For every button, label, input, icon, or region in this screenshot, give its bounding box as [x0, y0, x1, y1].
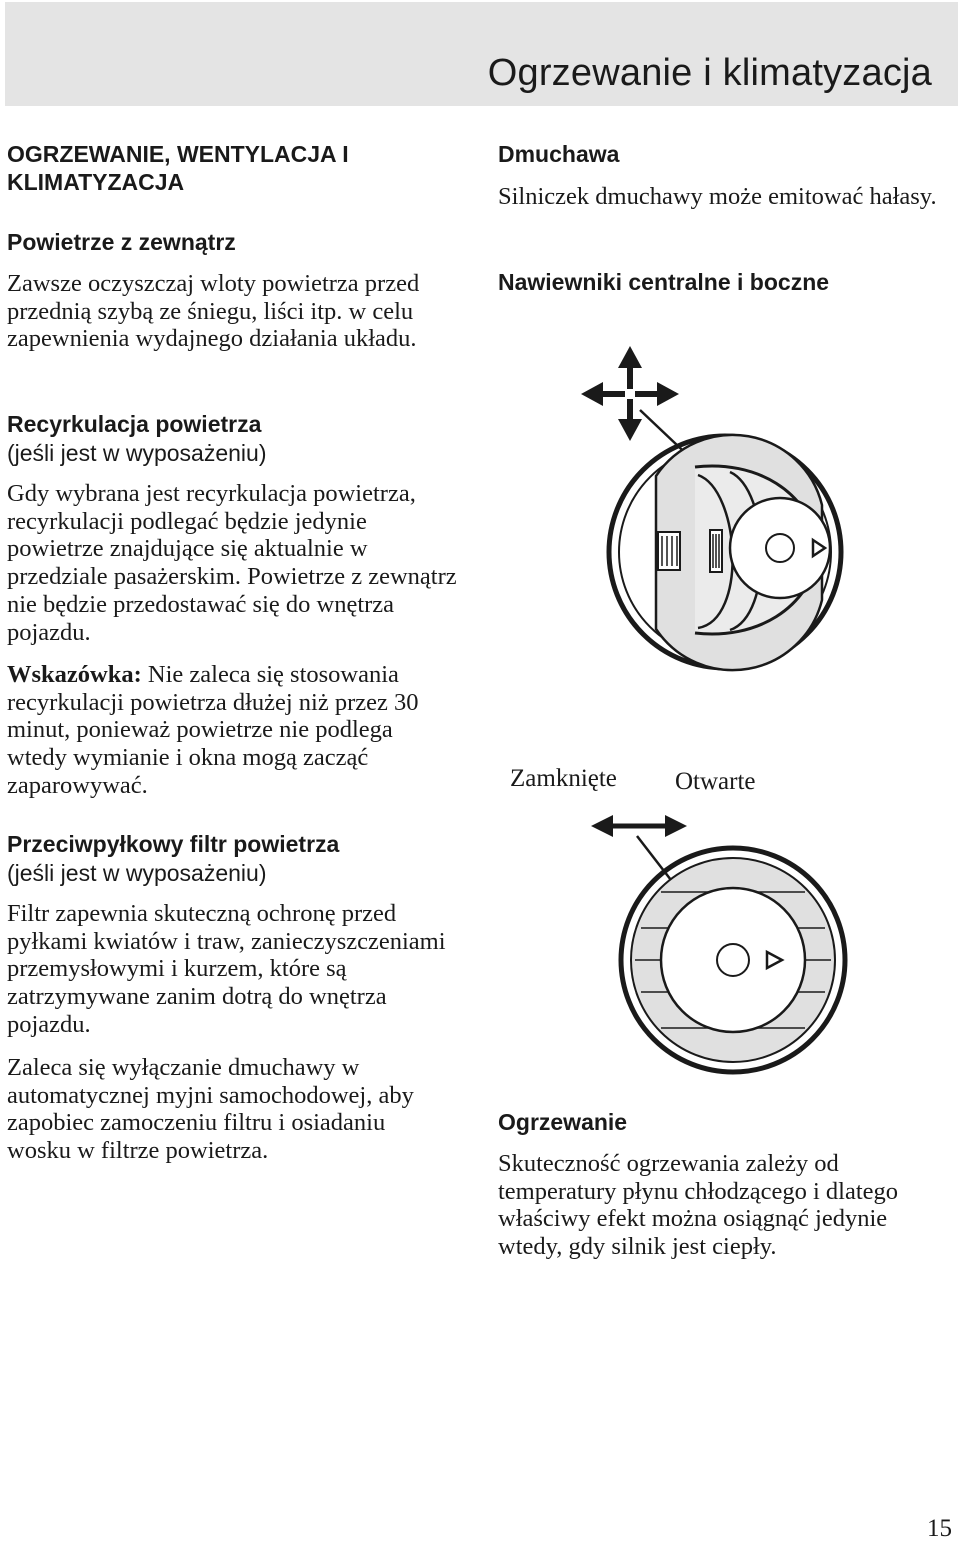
recirculation-heading-note: (jeśli jest w wyposażeniu)	[7, 440, 267, 466]
blower-text: Silniczek dmuchawy może emitować hałasy.	[498, 183, 937, 210]
round-vent-adjustable	[609, 435, 841, 670]
section-title: OGRZEWANIE, WENTYLACJA I KLIMATYZACJA	[7, 141, 349, 195]
pollen-filter-text-1: Filtr zapewnia skuteczną ochronę przed pyłkami kwiatów i traw, zanieczyszczeniami przemysłowymi i kurzem, które są zatrzymywane zanim dotrą do wnętrza pojazdu.	[7, 900, 446, 1038]
note-label: Wskazówka:	[7, 661, 142, 688]
recirculation-heading: Recyrkulacja powietrza	[7, 411, 262, 437]
heating-text: Skuteczność ogrzewania zależy od temperatury płynu chłodzącego i dlatego właściwy efekt można osiągnąć jedynie wtedy, gdy silnik jest ciepły.	[498, 1150, 899, 1261]
recirculation-text: Gdy wybrana jest recyrkulacja powietrza, recyrkulacji podlegać będzie jedynie powietrze znajdujące się aktualnie w przedziale pasażerskim. Powietrze z zewnątrz nie będzie przedostawać się do wnętrza pojazdu.	[7, 480, 457, 646]
recirculation-note	[7, 661, 452, 800]
vent-diagram-open-close	[585, 810, 855, 1080]
round-vent-thumbwheel	[621, 848, 845, 1072]
heating-heading: Ogrzewanie	[498, 1109, 628, 1135]
vent-diagram-directional	[570, 340, 870, 710]
outside-air-heading: Powietrze z zewnątrz	[7, 229, 236, 255]
label-closed: Zamknięte	[510, 765, 617, 792]
vents-heading: Nawiewniki centralne i boczne	[498, 269, 830, 295]
page-header-title: Ogrzewanie i klimatyzacja	[487, 52, 932, 94]
left-right-arrow-icon	[591, 815, 687, 837]
blower-heading: Dmuchawa	[498, 141, 620, 167]
pollen-filter-heading: Przeciwpyłkowy filtr powietrza	[7, 831, 340, 857]
note-text: Nie zaleca się stosowania recyrkulacji powietrza dłużej niż przez 30 minut, ponieważ powietrze nie podlega wtedy wymianie i okna mogą zacząć zaparowywać.	[7, 661, 419, 799]
outside-air-text: Zawsze oczyszczaj wloty powietrza przed przednią szybą ze śniegu, liści itp. w celu zapewnienia wydajnego działania układu.	[7, 270, 420, 353]
pollen-filter-text-2: Zaleca się wyłączanie dmuchawy w automatycznej myjni samochodowej, aby zapobiec zamoczeniu filtru i osiadaniu wosku w filtrze powietrza.	[7, 1054, 414, 1165]
four-way-arrow-icon	[581, 346, 679, 441]
label-open: Otwarte	[675, 768, 756, 795]
pollen-filter-heading-note: (jeśli jest w wyposażeniu)	[7, 860, 267, 886]
page-number: 15	[927, 1515, 952, 1542]
